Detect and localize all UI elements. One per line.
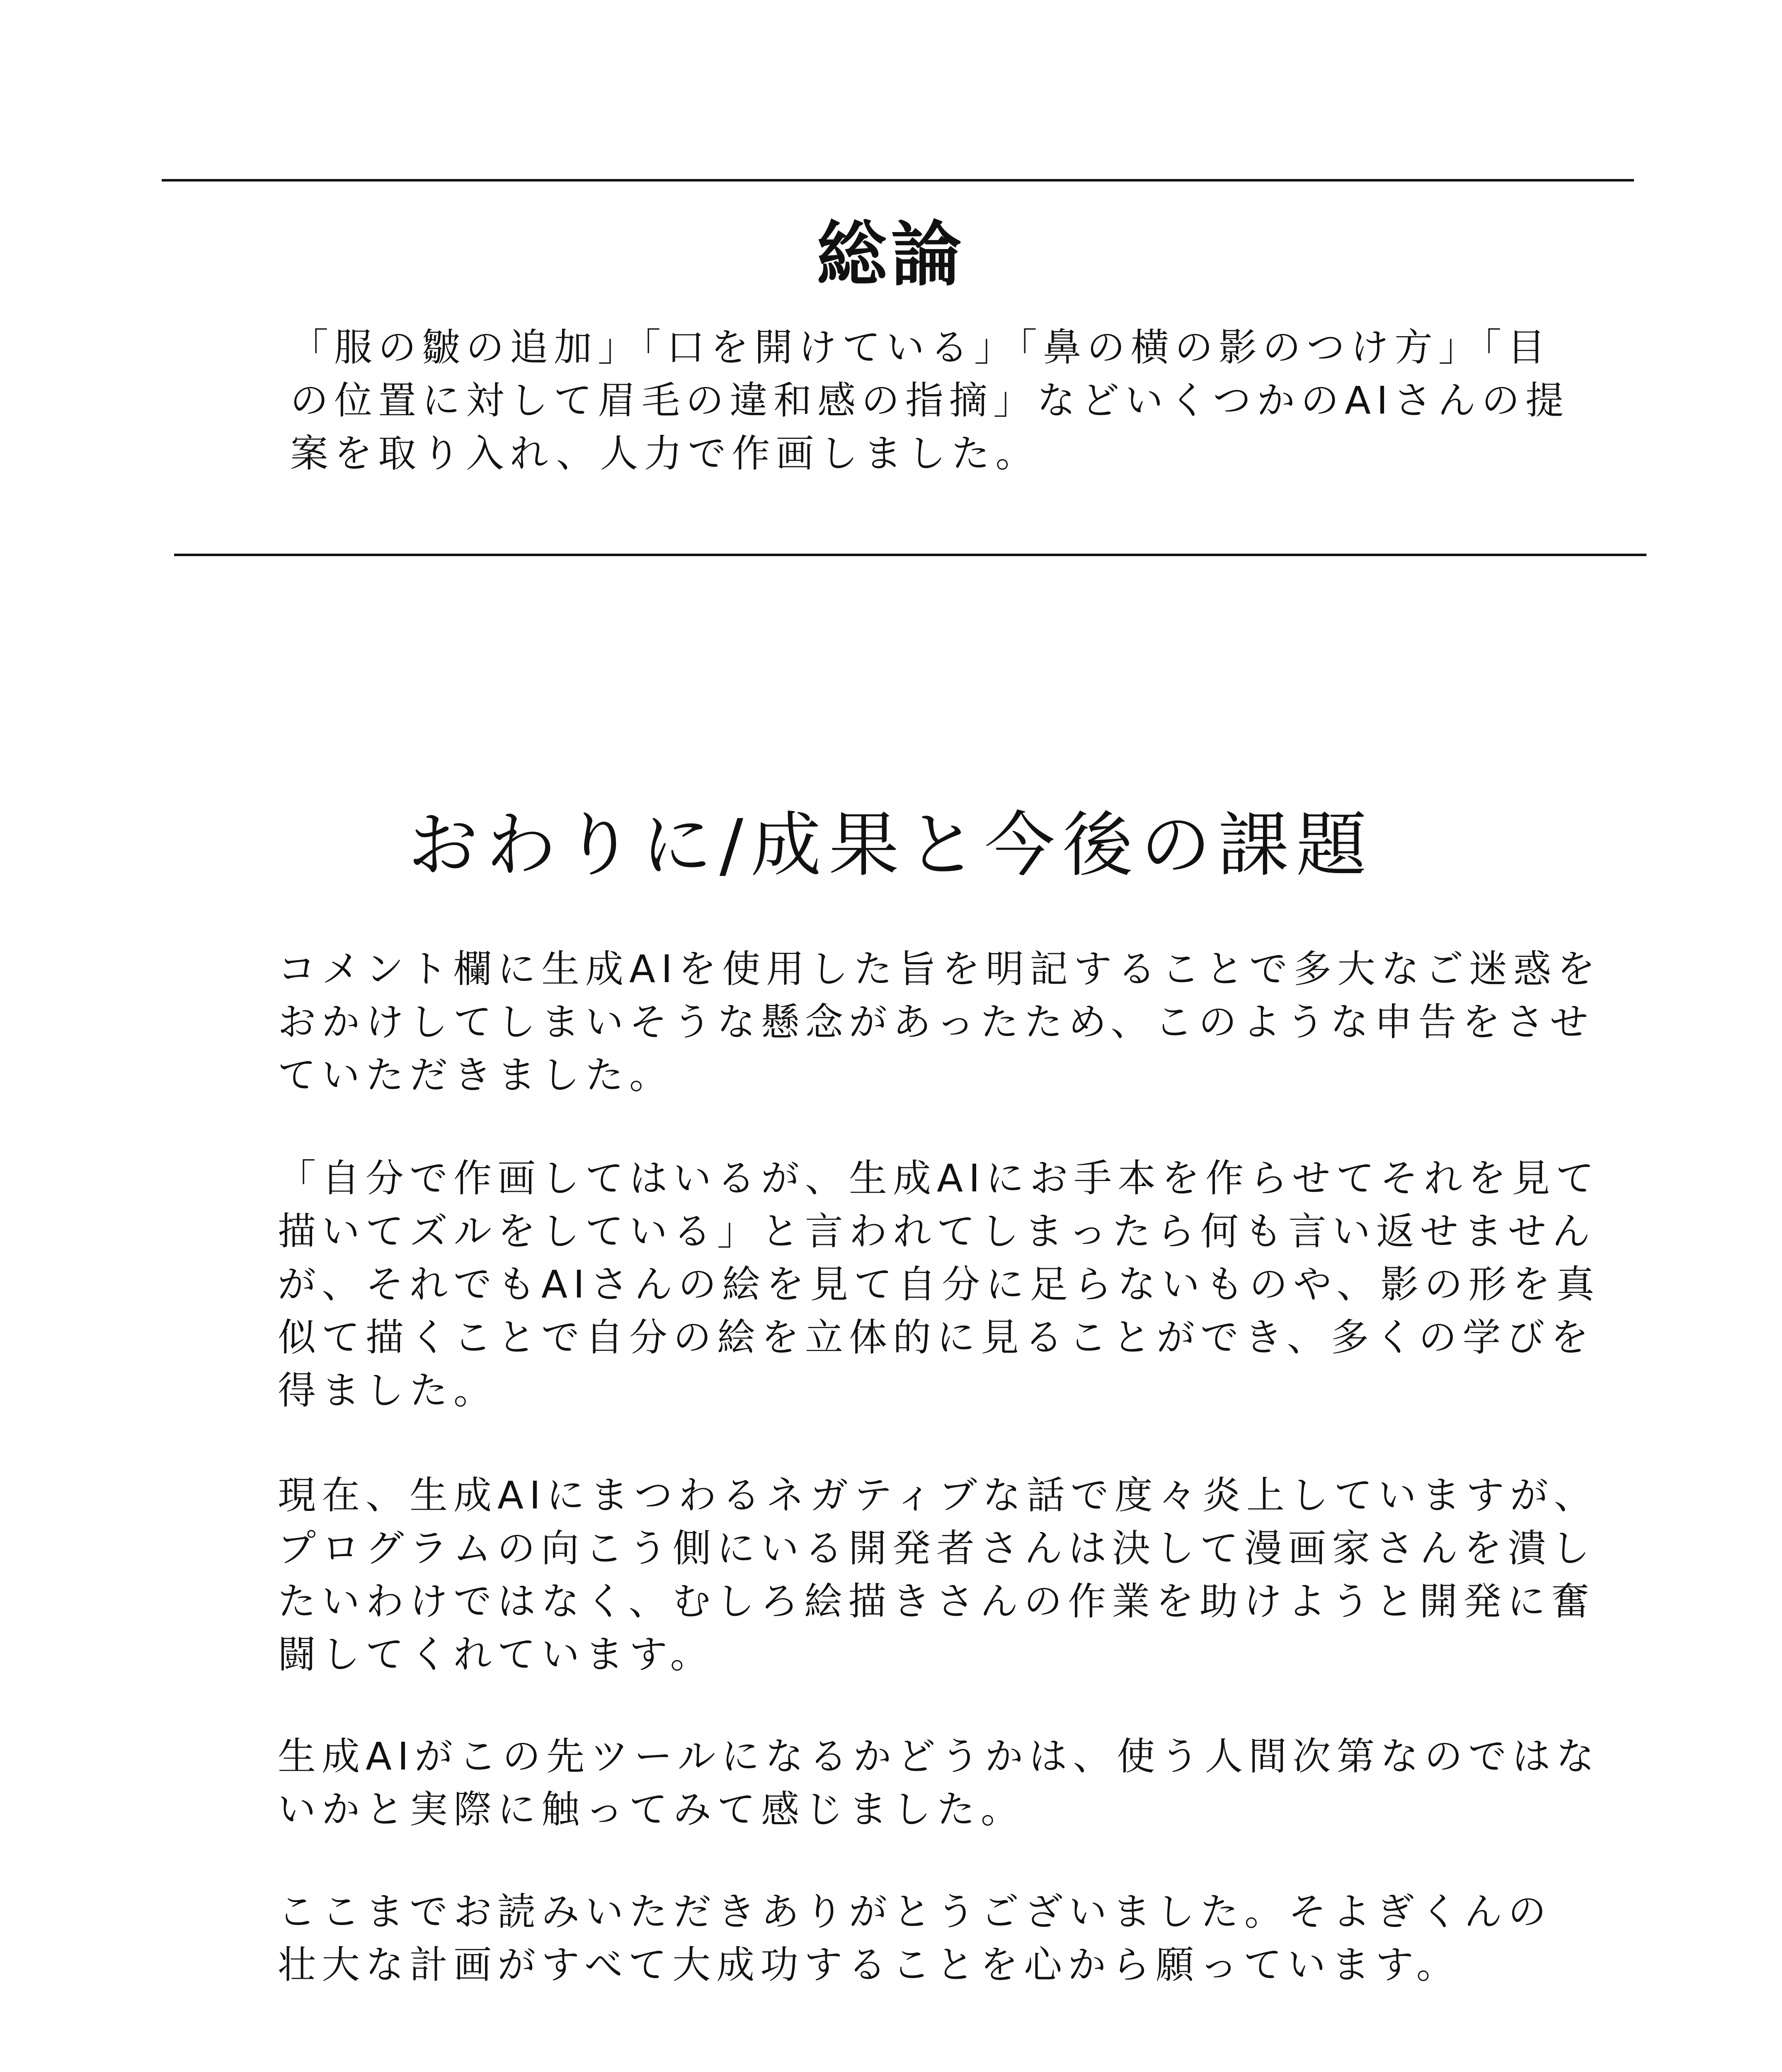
summary-paragraph — [290, 321, 1569, 480]
paragraph-line: が、それでもAIさんの絵を見て自分に足らないものや、影の形を真 — [278, 1262, 1600, 1307]
closing-paragraph-2 — [278, 1152, 1600, 1417]
paragraph-line: 得ました。 — [278, 1368, 498, 1413]
closing-paragraph-1 — [278, 943, 1601, 1102]
paragraph-line: 似て描くことで自分の絵を立体的に見ることができ、多くの学びを — [278, 1315, 1595, 1360]
paragraph-line: 闘してくれています。 — [278, 1632, 714, 1677]
paragraph-line: いかと実際に触ってみて感じました。 — [278, 1787, 1025, 1832]
summary-line: 案を取り入れ、人力で作画しました。 — [290, 431, 1040, 476]
paragraph-line: プログラムの向こう側にいる開発者さんは決して漫画家さんを潰し — [278, 1526, 1596, 1571]
summary-line: の位置に対して眉毛の違和感の指摘」などいくつかのAIさんの提 — [290, 378, 1570, 423]
closing-paragraph-5 — [278, 1886, 1552, 1992]
paragraph-line: コメント欄に生成AIを使用した旨を明記することで多大なご迷惑を — [278, 947, 1601, 991]
paragraph-line: 壮大な計画がすべて大成功することを心から願っています。 — [278, 1943, 1460, 1987]
paragraph-line: 現在、生成AIにまつわるネガティブな話で度々炎上していますが、 — [278, 1473, 1598, 1518]
top-divider — [162, 179, 1634, 182]
paragraph-line: ていただきました。 — [278, 1053, 674, 1097]
paragraph-line: たいわけではなく、むしろ絵描きさんの作業を助けようと開発に奮 — [278, 1579, 1595, 1624]
paragraph-line: ここまでお読みいただきありがとうございました。そよぎくんの — [278, 1890, 1552, 1934]
paragraph-line: 「自分で作画してはいるが、生成AIにお手本を作らせてそれを見て — [278, 1156, 1600, 1201]
closing-paragraph-3 — [278, 1469, 1598, 1681]
section-divider — [174, 554, 1646, 556]
closing-paragraph-4 — [278, 1730, 1600, 1836]
paragraph-line: 生成AIがこの先ツールになるかどうかは、使う人間次第なのではな — [278, 1734, 1600, 1779]
closing-title: おわりに/成果と今後の課題 — [407, 804, 1375, 886]
summary-title: 総論 — [816, 214, 966, 296]
paragraph-line: 描いてズルをしている」と言われてしまったら何も言い返せません — [278, 1209, 1596, 1254]
paragraph-line: おかけしてしまいそうな懸念があったため、このような申告をさせ — [278, 1000, 1594, 1044]
summary-line: 「服の皺の追加」「口を開けている」「鼻の横の影のつけ方」「目 — [290, 325, 1552, 370]
